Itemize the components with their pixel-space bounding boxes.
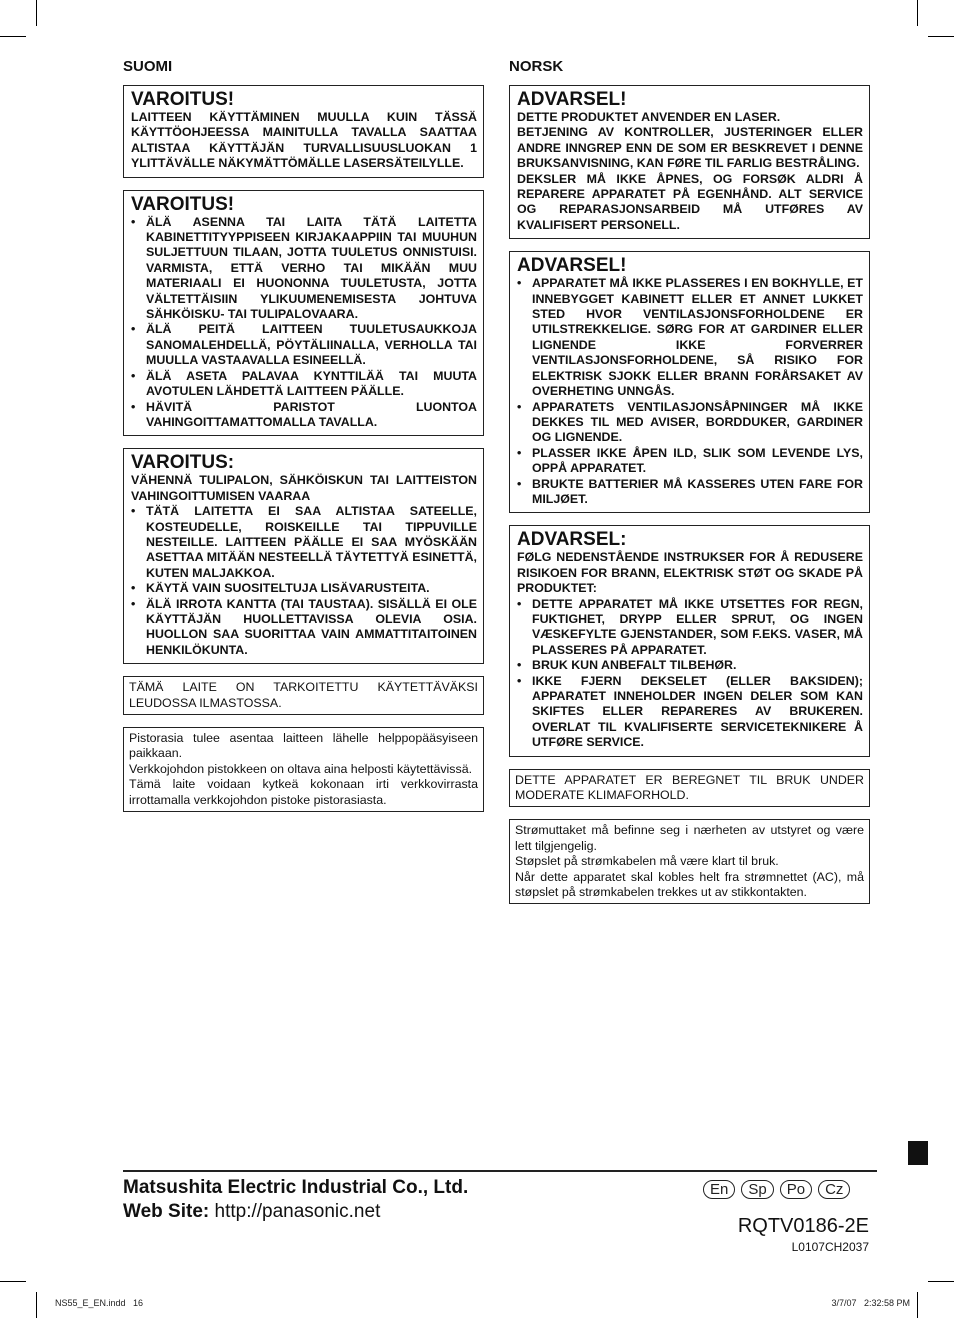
language-badges xyxy=(703,1180,850,1199)
socket-text: Strømuttaket må befinne seg i nærheten av utstyret og være lett tilgjengelig. xyxy=(515,823,864,853)
warning-title: ADVARSEL! xyxy=(517,255,627,277)
norwegian-column xyxy=(509,58,870,916)
website-url[interactable]: http://panasonic.net xyxy=(214,1201,381,1222)
crop-mark xyxy=(917,0,918,26)
warning-text: BETJENING AV KONTROLLER, JUSTERINGER ELLER ANDRE INNGREP ENN DE SOM ER BESKREVET I DENNE BRUKSANVISNING, KAN FØRE TIL FARLIG BESTRÅLING. xyxy=(517,125,863,171)
language-badge: Sp xyxy=(741,1180,773,1199)
language-badge: En xyxy=(703,1180,735,1199)
warning-box-laser xyxy=(123,85,484,178)
warning-intro: VÄHENNÄ TULIPALON, SÄHKÖISKUN TAI LAITTEISTON VAHINGOITTUMISEN VAARAA xyxy=(131,473,477,503)
warning-item: • ÄLÄ PEITÄ LAITTEEN TUULETUSAUKKOJA SANOMALEHDELLÄ, PÖYTÄLIINALLA, VERHOLLA TAI MUULLA VASTAAVALLA ESINEELLÄ. xyxy=(131,322,477,368)
warning-item: • DETTE APPARATET MÅ IKKE UTSETTES FOR REGN, FUKTIGHET, DRYPP ELLER SPRUT, OG INGEN VÆSKEFYLTE GJENSTANDER, SOM F.EKS. VASER, MÅ PLASSERES PÅ APPARATET. xyxy=(517,597,863,659)
section-tab-marker xyxy=(908,1141,928,1165)
warning-box-laser xyxy=(509,85,870,239)
warning-item: • APPARATETS VENTILASJONSÅPNINGER MÅ IKKE DEKKES TIL MED AVISER, BORDDUKER, GARDINER OG LIGNENDE. xyxy=(517,400,863,446)
climate-note xyxy=(123,676,484,715)
language-heading: NORSK xyxy=(509,58,564,75)
warning-item: • BRUK KUN ANBEFALT TILBEHØR. xyxy=(517,658,863,673)
climate-note xyxy=(509,769,870,808)
print-code: L0107CH2037 xyxy=(791,1240,869,1254)
warning-box-fire xyxy=(509,525,870,756)
socket-note xyxy=(123,727,484,812)
crop-mark xyxy=(928,1281,954,1282)
warning-item: • ÄLÄ ASETA PALAVAA KYNTTILÄÄ TAI MUUTA AVOTULEN LÄHDETTÄ LAITTEEN PÄÄLLE. xyxy=(131,369,477,400)
warning-title: ADVARSEL! xyxy=(517,89,627,110)
language-heading: SUOMI xyxy=(123,58,173,75)
company-name: Matsushita Electric Industrial Co., Ltd. xyxy=(123,1177,469,1198)
warning-title: ADVARSEL: xyxy=(517,529,627,551)
climate-text: TÄMÄ LAITE ON TARKOITETTU KÄYTETTÄVÄKSI LEUDOSSA ILMASTOSSA. xyxy=(129,680,478,710)
warning-item: • PLASSER IKKE ÅPEN ILD, SLIK SOM LEVENDE LYS, OPPÅ APPARATET. xyxy=(517,446,863,477)
slug-timestamp: 3/7/07 2:32:58 PM xyxy=(831,1298,910,1308)
socket-note xyxy=(509,819,870,904)
crop-mark xyxy=(917,1292,918,1318)
warning-item: • HÄVITÄ PARISTOT LUONTOA VAHINGOITTAMATTOMALLA TAVALLA. xyxy=(131,400,477,431)
socket-text: Når dette apparatet skal kobles helt fra strømnettet (AC), må støpslet på strømkabelen trekkes ut av stikkontakten. xyxy=(515,869,864,900)
warning-list xyxy=(131,215,477,431)
crop-mark xyxy=(36,0,37,26)
warning-box-ventilation xyxy=(509,251,870,513)
language-badge: Cz xyxy=(818,1180,850,1199)
warning-list xyxy=(517,597,863,751)
warning-box-fire xyxy=(123,448,484,664)
warning-text: DETTE PRODUKTET ANVENDER EN LASER. xyxy=(517,110,781,124)
website-label: Web Site: xyxy=(123,1201,210,1222)
footer-rule xyxy=(123,1170,877,1172)
socket-text: Pistorasia tulee asentaa laitteen lähelle helppopääsyiseen paikkaan. xyxy=(129,731,478,761)
warning-title: VAROITUS: xyxy=(131,452,235,474)
crop-mark xyxy=(0,36,26,37)
warning-intro: FØLG NEDENSTÅENDE INSTRUKSER FOR Å REDUSERE RISIKOEN FOR BRANN, ELEKTRISK STØT OG SKADE PÅ PRODUKTET: xyxy=(517,550,863,596)
warning-item: • IKKE FJERN DEKSELET (ELLER BAKSIDEN); APPARATET INNEHOLDER INGEN DELER SOM KAN SKIFTES ELLER REPARERES AV BRUKEREN. OVERLAT TIL KVALIFISERTE SERVICETEKNIKERE Å UTFØRE SERVICE. xyxy=(517,674,863,751)
website-line xyxy=(123,1200,380,1224)
model-number: RQTV0186-2E xyxy=(737,1215,869,1237)
warning-item: • TÄTÄ LAITETTA EI SAA ALTISTAA SATEELLE, KOSTEUDELLE, ROISKEILLE TAI TIPPUVILLE NESTEILLE. LAITTEEN PÄÄLLE EI SAA MYÖSKÄÄN ASETTAA MITÄÄN NESTEELLÄ TÄYTETTYÄ ESINETTÄ, KUTEN MALJAKKOA. xyxy=(131,504,477,581)
slug-file: NS55_E_EN.indd 16 xyxy=(55,1298,144,1308)
crop-mark xyxy=(0,1281,26,1282)
crop-mark xyxy=(36,1292,37,1318)
warning-item: • KÄYTÄ VAIN SUOSITELTUJA LISÄVARUSTEITA. xyxy=(131,581,477,596)
socket-text: Tämä laite voidaan kytkeä kokonaan irti verkkovirrasta irrottamalla verkkojohdon pistoke pistorasiasta. xyxy=(129,777,478,807)
warning-item: • ÄLÄ ASENNA TAI LAITA TÄTÄ LAITETTA KABINETTITYYPPISEEN KIRJAKAAPPIIN TAI MUUHUN SULJETTUUN TILAAN, JOTTA TUULETUS ONNISTUISI. VARMISTA, ETTÄ VERHO TAI MIKÄÄN MUU MATERIAALI EI HUONONNA TUULETUSTA, JOTTA VÄLTETTÄISIIN YLIKUUMENEMISESTA JOHTUVA SÄHKÖISKU- TAI TULIPALOVAARA. xyxy=(131,215,477,323)
warning-title: VAROITUS! xyxy=(131,89,235,110)
warning-list xyxy=(517,276,863,507)
language-badge: Po xyxy=(780,1180,812,1199)
warning-text: DEKSLER MÅ IKKE ÅPNES, OG FORSØK ALDRI Å REPARERE APPARATET PÅ EGENHÅND. ALT SERVICE OG REPARASJONSARBEID MÅ UTFØRES AV KVALIFISERT PERSONELL. xyxy=(517,171,863,232)
climate-text: DETTE APPARATET ER BEREGNET TIL BRUK UNDER MODERATE KLIMAFORHOLD. xyxy=(515,772,864,803)
socket-text: Støpslet på strømkabelen må være klart til bruk. xyxy=(515,854,779,869)
warning-list xyxy=(131,504,477,658)
crop-mark xyxy=(928,36,954,37)
warning-item: • APPARATET MÅ IKKE PLASSERES I EN BOKHYLLE, ET INNEBYGGET KABINETT ELLER ET ANNET LUKKET STED HVOR VENTILASJONSFORHOLDENE ER UTILSTREKKELIGE. SØRG FOR AT GARDINER ELLER LIGNENDE IKKE FORVERRER VENTILASJONSFORHOLDENE, SÅ RISIKO FOR ELEKTRISK SJOKK ELLER BRANN FORÅRSAKET AV OVERHETING UNNGÅS. xyxy=(517,276,863,399)
warning-text: LAITTEEN KÄYTTÄMINEN MUULLA KUIN TÄSSÄ KÄYTTÖOHJEESSA MAINITULLA TAVALLA SAATTAA ALTISTAA KÄYTTÄJÄN TURVALLISUUSLUOKAN 1 YLITTÄVÄLLE NÄKYMÄTTÖMÄLLE LASERSÄTEILYLLE. xyxy=(131,110,477,171)
finnish-column xyxy=(123,58,484,824)
warning-box-ventilation xyxy=(123,190,484,437)
warning-item: • ÄLÄ IRROTA KANTTA (TAI TAUSTAA). SISÄLLÄ EI OLE KÄYTTÄJÄN HUOLLETTAVISSA OLEVIA OSIA. HUOLLON SAA SUORITTAA VAIN AMMATTITAITOINEN HENKILÖKUNTA. xyxy=(131,597,477,659)
socket-text: Verkkojohdon pistokkeen on oltava aina helposti käytettävissä. xyxy=(129,761,473,776)
warning-title: VAROITUS! xyxy=(131,193,235,215)
warning-item: • BRUKTE BATTERIER MÅ KASSERES UTEN FARE FOR MILJØET. xyxy=(517,477,863,508)
